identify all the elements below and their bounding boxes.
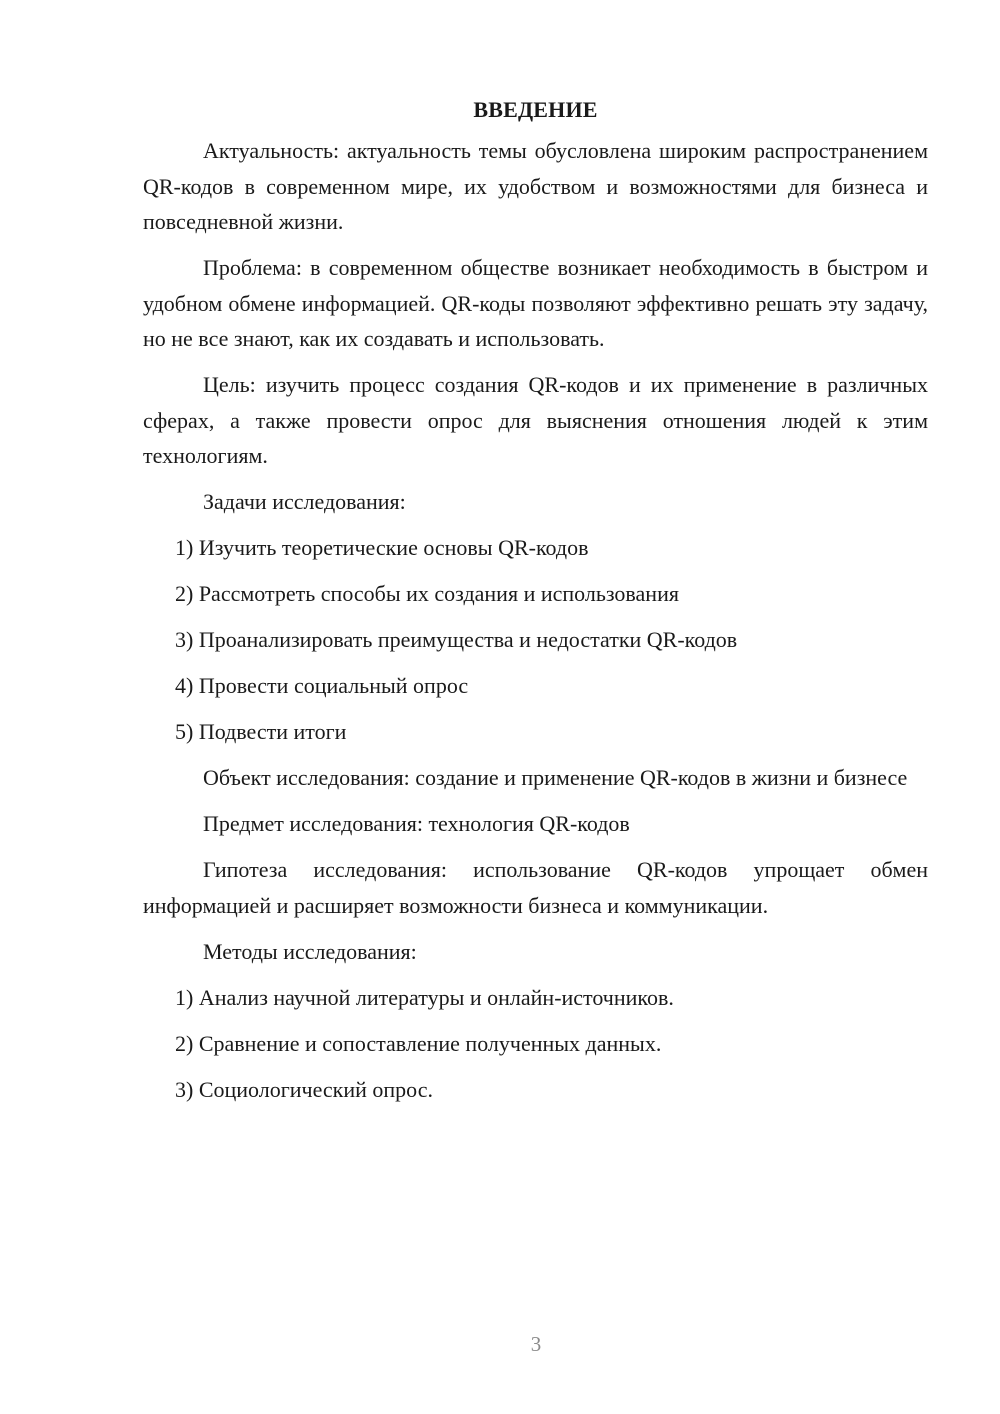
subject-paragraph: Предмет исследования: технология QR-кодов <box>203 811 630 836</box>
object-paragraph: Объект исследования: создание и применение QR-кодов в жизни и бизнесе <box>203 765 908 790</box>
document-page <box>143 92 928 1118</box>
relevance-paragraph: Актуальность: актуальность темы обусловлена широким распространением QR-кодов в современном мире, их удобством и возможностями для бизнеса и повседневной жизни. <box>143 138 928 234</box>
list-item: 2) Рассмотреть способы их создания и использования <box>175 581 679 606</box>
methods-heading: Методы исследования: <box>203 938 417 964</box>
list-item: 1) Анализ научной литературы и онлайн-источников. <box>175 984 674 1010</box>
problem-paragraph: Проблема: в современном обществе возникает необходимость в быстром и удобном обмене информацией. QR-коды позволяют эффективно решать эту задачу, но не все знают, как их создавать и использовать. <box>143 255 928 351</box>
hypothesis-paragraph: Гипотеза исследования: использование QR-кодов упрощает обмен информацией и расширяет возможности бизнеса и коммуникации. <box>143 857 928 918</box>
goal-paragraph: Цель: изучить процесс создания QR-кодов и их применение в различных сферах, а также провести опрос для выяснения отношения людей к этим технологиям. <box>143 372 928 468</box>
tasks-heading: Задачи исследования: <box>203 489 406 514</box>
page-number: 3 <box>530 1332 542 1356</box>
list-item: 3) Социологический опрос. <box>175 1076 433 1102</box>
methods-list <box>143 980 928 1108</box>
list-item: 2) Сравнение и сопоставление полученных данных. <box>175 1030 662 1056</box>
list-item: 3) Проанализировать преимущества и недостатки QR-кодов <box>175 627 738 652</box>
tasks-list <box>143 530 928 750</box>
section-title: ВВЕДЕНИЕ <box>473 97 598 122</box>
list-item: 1) Изучить теоретические основы QR-кодов <box>175 535 589 560</box>
list-item: 4) Провести социальный опрос <box>175 673 469 698</box>
list-item: 5) Подвести итоги <box>175 719 347 744</box>
